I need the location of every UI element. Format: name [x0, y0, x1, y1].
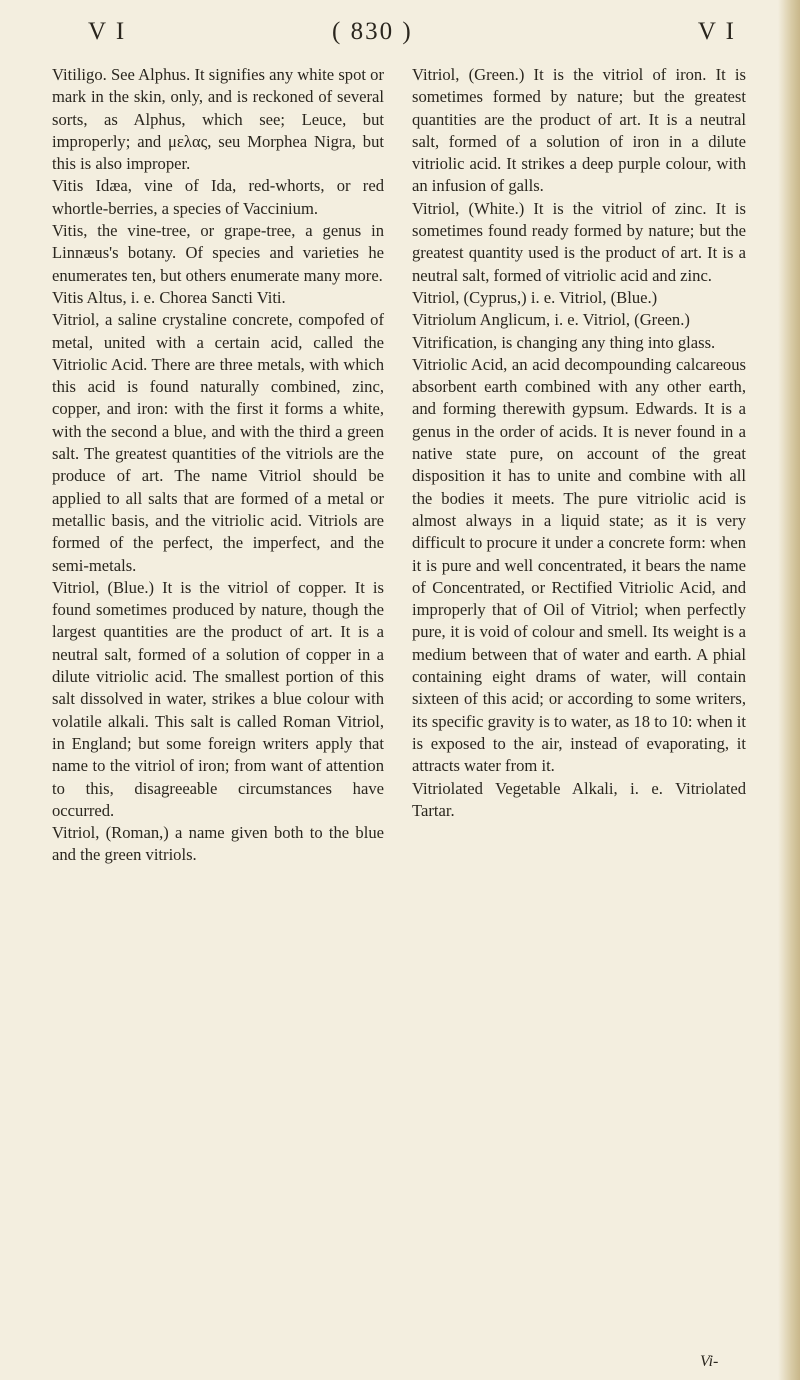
entry-vitis: Vitis, the vine-tree, or grape-tree, a genus in Linnæus's botany. Of species and varieties he enumerates ten, but others enumerate many more. — [52, 221, 384, 285]
entry-vitiligo: Vitiligo. See Alphus. It signifies any white spot or mark in the skin, only, and is reckoned of several sorts, as Alphus, which see; Leuce, but improperly; and μελας, seu Morphea Nigra, but this is also improper. — [52, 65, 384, 174]
entry-vitriolic-acid: Vitriolic Acid, an acid decompounding calcareous absorbent earth combined with any other earth, and forming therewith gypsum. Edwards. It is a genus in the order of acids. It is never found in a native state pure, on account of the great disposition it has to unite and combine with all the bodies it meets. The pure vitriolic acid is almost always in a liquid state; as it is very difficult to procure it under a concrete form: when it is pure and well concentrated, it bears the name of Concentrated, or Rectified Vitriolic Acid, and improperly that of Oil of Vitriol; when perfectly pure, it is void of colour and smell. Its weight is a medium between that of water and earth. A phial containing eight drams of water, will contain sixteen of this acid; or according to some writers, its specific gravity is to water, as 18 to 10: when it is exposed to the air, instead of evaporating, it attracts water from it. — [412, 354, 746, 776]
header-left: V I — [88, 18, 127, 45]
right-column — [412, 64, 746, 822]
entry-vitriol: Vitriol, a saline crystaline concrete, compofed of metal, united with a certain acid, called the Vitriolic Acid. There are three metals, with which this acid is found naturally combined, zinc, copper, and iron: with the first it forms a white, with the second a blue, and with the third a green salt. The greatest quantities of the vitriols are the produce of art. The name Vitriol should be applied to all salts that are formed of a metal or metallic basis, and the vitriolic acid. Vitriols are formed of the perfect, the imperfect, and the semi-metals. — [52, 310, 384, 575]
page-number: ( 830 ) — [332, 18, 413, 45]
entry-vitriol-blue: Vitriol, (Blue.) It is the vitriol of copper. It is found sometimes produced by nature, though the largest quantities are the product of art. It is a neutral salt, formed of a solution of copper in a dilute vitriolic acid. The smallest portion of this salt dissolved in water, strikes a blue colour with volatile alkali. This salt is called Roman Vitriol, in England; but some foreign writers apply that name to the vitriol of iron; from want of attention to this, disagreeable circumstances have occurred. — [52, 577, 384, 820]
entry-vitis-idaea: Vitis Idæa, vine of Ida, red-whorts, or red whortle-berries, a species of Vaccinium. — [52, 176, 384, 218]
entry-vitrification: Vitrification, is changing any thing into glass. — [412, 332, 716, 352]
page-edge-shadow — [778, 0, 800, 1380]
entry-vitriolum-anglicum: Vitriolum Anglicum, i. e. Vitriol, (Green.) — [412, 310, 690, 330]
entry-vitriol-green: Vitriol, (Green.) It is the vitriol of iron. It is sometimes formed by nature; but the greatest quantities are the product of art. It is a neutral salt, formed of a solution of iron in a dilute vitriolic acid. It strikes a deep purple colour, with an infusion of galls. — [412, 65, 746, 196]
running-header — [48, 18, 746, 58]
left-column — [52, 64, 384, 867]
header-right: V I — [697, 18, 736, 45]
entry-vitriol-roman: Vitriol, (Roman,) a name given both to the blue and the green vitriols. — [52, 823, 384, 865]
entry-vitriol-cyprus: Vitriol, (Cyprus,) i. e. Vitriol, (Blue.) — [412, 287, 658, 307]
catchword: Vi- — [700, 1353, 719, 1370]
entry-vitis-altus: Vitis Altus, i. e. Chorea Sancti Viti. — [52, 287, 286, 307]
entry-vitriol-white: Vitriol, (White.) It is the vitriol of zinc. It is sometimes found ready formed by nature; but the greatest quantity used is the product of art. It is a neutral salt, formed of vitriolic acid and zinc. — [412, 198, 746, 285]
entry-vitriolated-alkali: Vitriolated Vegetable Alkali, i. e. Vitriolated Tartar. — [412, 778, 746, 820]
